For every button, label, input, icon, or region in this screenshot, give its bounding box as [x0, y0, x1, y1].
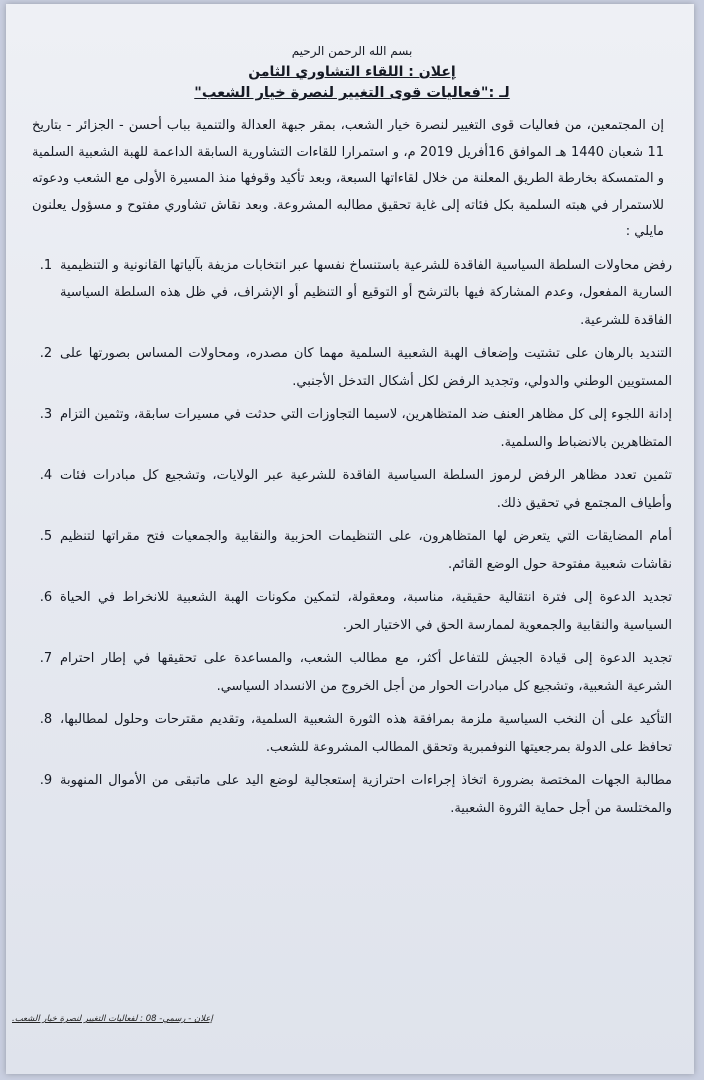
list-item — [32, 401, 672, 456]
point-text: تجديد الدعوة إلى فترة انتقالية حقيقية، مناسبة، ومعقولة، لتمكين مكونات الهبة الشعبية للانخراط في الحياة السياسية والنقابية والجمعوية لممارسة الحق في الاختيار الحر. — [60, 590, 672, 633]
list-item — [32, 706, 672, 761]
basmala: بسم الله الرحمن الرحيم — [291, 44, 413, 58]
list-item — [32, 462, 672, 517]
footer-note: إعلان - رسمي- 08 : لفعاليات التغيير لنصرة خيار الشعب. — [12, 1014, 213, 1024]
point-text: تثمين تعدد مظاهر الرفض لرموز السلطة السياسية الفاقدة للشرعية عبر الولايات، وتشجيع كل مبادرات فئات وأطياف المجتمع في تحقيق ذلك. — [60, 468, 672, 511]
point-text: رفض محاولات السلطة السياسية الفاقدة للشرعية باستنساخ نفسها عبر انتخابات مزيفة بآلياتها القانونية و التنظيمية السارية المفعول، وعدم المشاركة فيها بالترشح أو التوقيع أو التنظيم أو الإشراف، في ظل هذه السلطة السياسية الفاقدة للشرعية. — [60, 257, 672, 328]
point-number: .6 — [39, 590, 53, 605]
points-list — [32, 252, 672, 823]
intro-paragraph: إن المجتمعين، من فعاليات قوى التغيير لنصرة خيار الشعب، بمقر جبهة العدالة والتنمية بباب أحسن - الجزائر - بتاريخ 11 شعبان 1440 هـ الموافق 16أفريل 2019 م، و استمرارا للقاءات التشاورية السابقة الداعمة للهبة الشعبية السلمية و المتمسكة بخارطة الطريق المعلنة من خلال لقاءاتها السبعة، وبعد تأكيد وقوفها منذ المسيرة الأولى مع الشعب ودعوته للاستمرار في هبته السلمية بكل فئاته إلى غاية تحقيق مطالبه المشروعة. وبعد نقاش تشاوري مفتوح و مسؤول يعلنون مايلي : — [32, 118, 664, 239]
list-item — [32, 767, 672, 822]
point-text: التنديد بالرهان على تشتيت وإضعاف الهبة الشعبية السلمية مهما كان مصدره، ومحاولات المساس بصورتها على المستويين الوطني والدولي، وتجديد الرفض لكل أشكال التدخل الأجنبي. — [60, 346, 672, 389]
document-page — [6, 4, 694, 1074]
announcement-subtitle: لـ :"فعاليات قوى التغيير لنصرة خيار الشعب" — [194, 85, 510, 101]
point-number: .2 — [39, 346, 53, 361]
point-number: .1 — [39, 257, 53, 273]
list-item — [32, 252, 672, 335]
point-number: .9 — [39, 773, 53, 788]
list-item — [32, 340, 672, 395]
point-text: أمام المضايقات التي يتعرض لها المتظاهرون، على التنظيمات الحزبية والنقابية والجمعيات فتح مقراتها لتنظيم نقاشات شعبية مفتوحة حول الوضع القائم. — [60, 529, 672, 572]
list-item — [32, 584, 672, 639]
list-item — [32, 523, 672, 578]
list-item — [32, 645, 672, 700]
point-number: .8 — [39, 712, 53, 727]
point-number: .5 — [39, 529, 53, 544]
point-number: .7 — [39, 651, 53, 666]
point-number: .4 — [39, 468, 53, 483]
point-text: تجديد الدعوة إلى قيادة الجيش للتفاعل أكثر، مع مطالب الشعب، والمساعدة على تحقيقها في إطار احترام الشرعية الشعبية، وتشجيع كل مبادرات الحوار من أجل الخروج من الانسداد السياسي. — [60, 651, 672, 694]
point-text: التأكيد على أن النخب السياسية ملزمة بمرافقة هذه الثورة الشعبية السلمية، وتقديم مقترحات وحلول لمطالبها، تحافظ على الدولة بمرجعيتها النوفمبرية وتحقق المطالب المشروعة للشعب. — [60, 712, 672, 755]
point-text: إدانة اللجوء إلى كل مظاهر العنف ضد المتظاهرين، لاسيما التجاوزات التي حدثت في مسيرات سابقة، وتثمين التزام المتظاهرين بالانضباط والسلمية. — [60, 407, 672, 450]
point-number: .3 — [39, 407, 53, 422]
point-text: مطالبة الجهات المختصة بضرورة اتخاذ إجراءات احترازية إستعجالية لوضع اليد على ماتبقى من الأموال المنهوبة والمختلسة من أجل حماية الثروة الشعبية. — [60, 773, 672, 816]
announcement-title: إعلان : اللقاء التشاوري الثامن — [248, 64, 456, 80]
